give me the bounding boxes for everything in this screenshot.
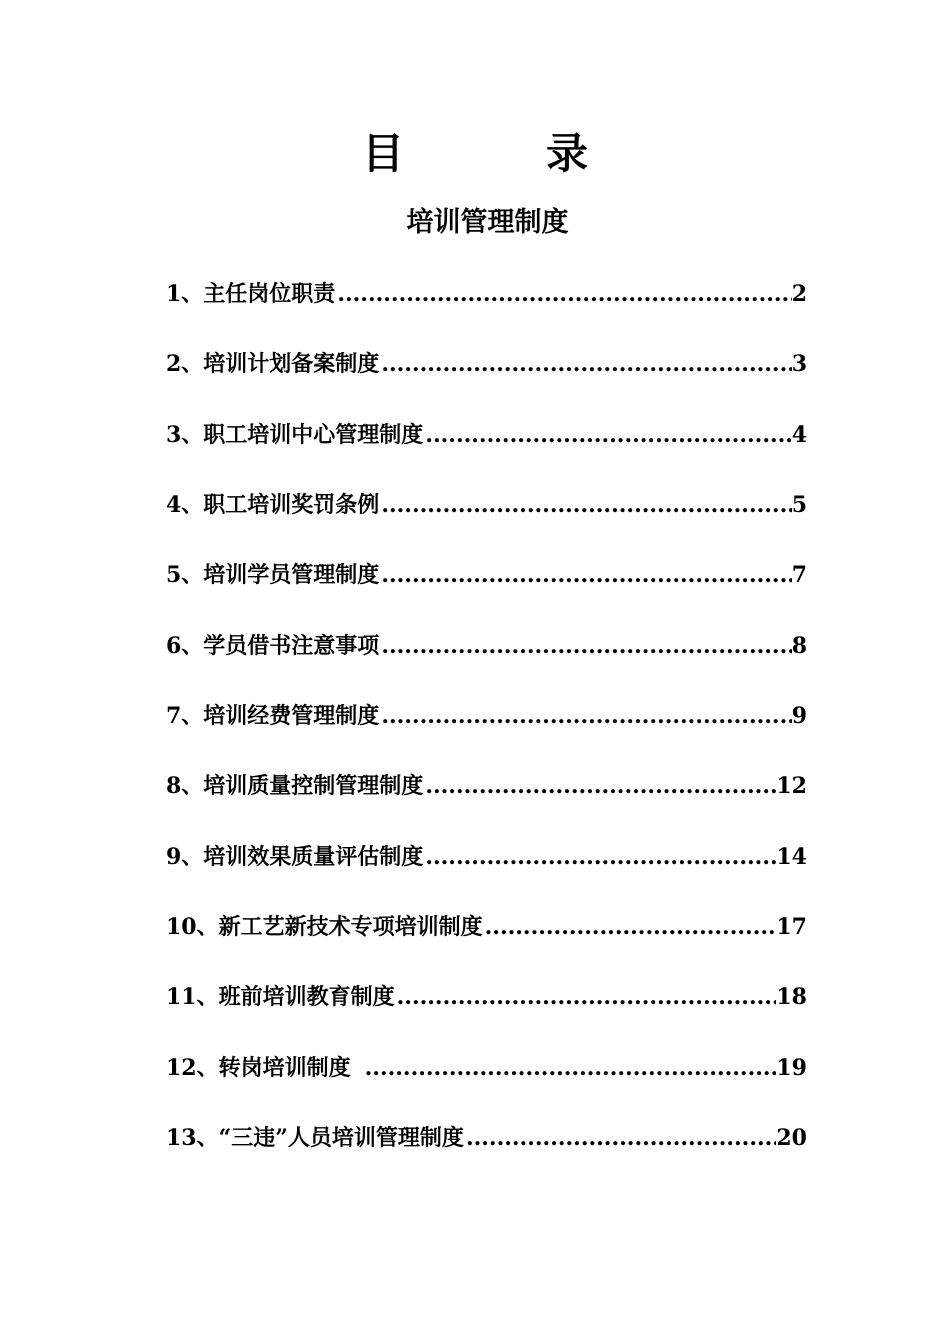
toc-entry-page: 14 (776, 843, 807, 870)
table-of-contents (166, 276, 807, 1190)
toc-entry-label: 12、转岗培训制度 (166, 1054, 351, 1081)
toc-dot-leader (337, 276, 791, 312)
toc-dot-leader (397, 979, 777, 1015)
toc-dot-leader (485, 909, 777, 945)
toc-entry[interactable] (166, 417, 807, 487)
toc-entry-page: 4 (791, 421, 807, 448)
toc-entry[interactable] (166, 276, 807, 346)
toc-entry-page: 9 (791, 702, 807, 729)
toc-entry[interactable] (166, 979, 807, 1049)
toc-entry-label: 4、职工培训奖罚条例 (166, 491, 380, 518)
toc-entry[interactable] (166, 557, 807, 627)
toc-entry[interactable] (166, 839, 807, 909)
toc-entry-page: 18 (776, 984, 807, 1011)
page-title: 目 录 (361, 129, 638, 178)
toc-entry-page: 3 (791, 351, 807, 378)
toc-dot-leader (425, 839, 776, 875)
toc-entry-label: 2、培训计划备案制度 (166, 351, 380, 378)
toc-entry[interactable] (166, 698, 807, 768)
toc-entry[interactable] (166, 628, 807, 698)
toc-dot-leader (365, 1050, 777, 1086)
toc-dot-leader (381, 628, 791, 664)
toc-entry-label: 5、培训学员管理制度 (166, 562, 380, 589)
toc-entry[interactable] (166, 1120, 807, 1190)
toc-dot-leader (381, 346, 791, 382)
toc-dot-leader (425, 768, 776, 804)
toc-entry-label: 7、培训经费管理制度 (166, 702, 380, 729)
toc-entry[interactable] (166, 346, 807, 416)
toc-entry-page: 19 (776, 1054, 807, 1081)
toc-dot-leader (466, 1120, 776, 1156)
toc-entry-label: 6、学员借书注意事项 (166, 632, 380, 659)
section-title: 培训管理制度 (406, 207, 569, 238)
toc-entry-label: 13、“三违”人员培训管理制度 (166, 1124, 464, 1151)
toc-entry[interactable] (166, 768, 807, 838)
toc-dot-leader (381, 698, 791, 734)
toc-dot-leader (425, 417, 791, 453)
toc-entry-page: 20 (776, 1124, 807, 1151)
toc-entry-label: 10、新工艺新技术专项培训制度 (166, 913, 483, 940)
toc-dot-leader (381, 487, 791, 523)
toc-entry-label: 8、培训质量控制管理制度 (166, 773, 424, 800)
toc-entry-page: 7 (791, 562, 807, 589)
toc-entry[interactable] (166, 909, 807, 979)
toc-entry[interactable] (166, 1050, 807, 1120)
toc-entry-page: 17 (776, 913, 807, 940)
toc-entry-page: 8 (791, 632, 807, 659)
toc-entry-label: 1、主任岗位职责 (166, 281, 336, 307)
toc-entry-label: 9、培训效果质量评估制度 (166, 843, 424, 870)
toc-entry-label: 11、班前培训教育制度 (166, 984, 395, 1011)
toc-entry-label: 3、职工培训中心管理制度 (166, 421, 424, 448)
toc-entry-page: 12 (776, 773, 807, 800)
toc-dot-leader (381, 557, 791, 593)
toc-entry[interactable] (166, 487, 807, 557)
toc-entry-page: 2 (791, 281, 807, 307)
toc-entry-page: 5 (791, 491, 807, 518)
